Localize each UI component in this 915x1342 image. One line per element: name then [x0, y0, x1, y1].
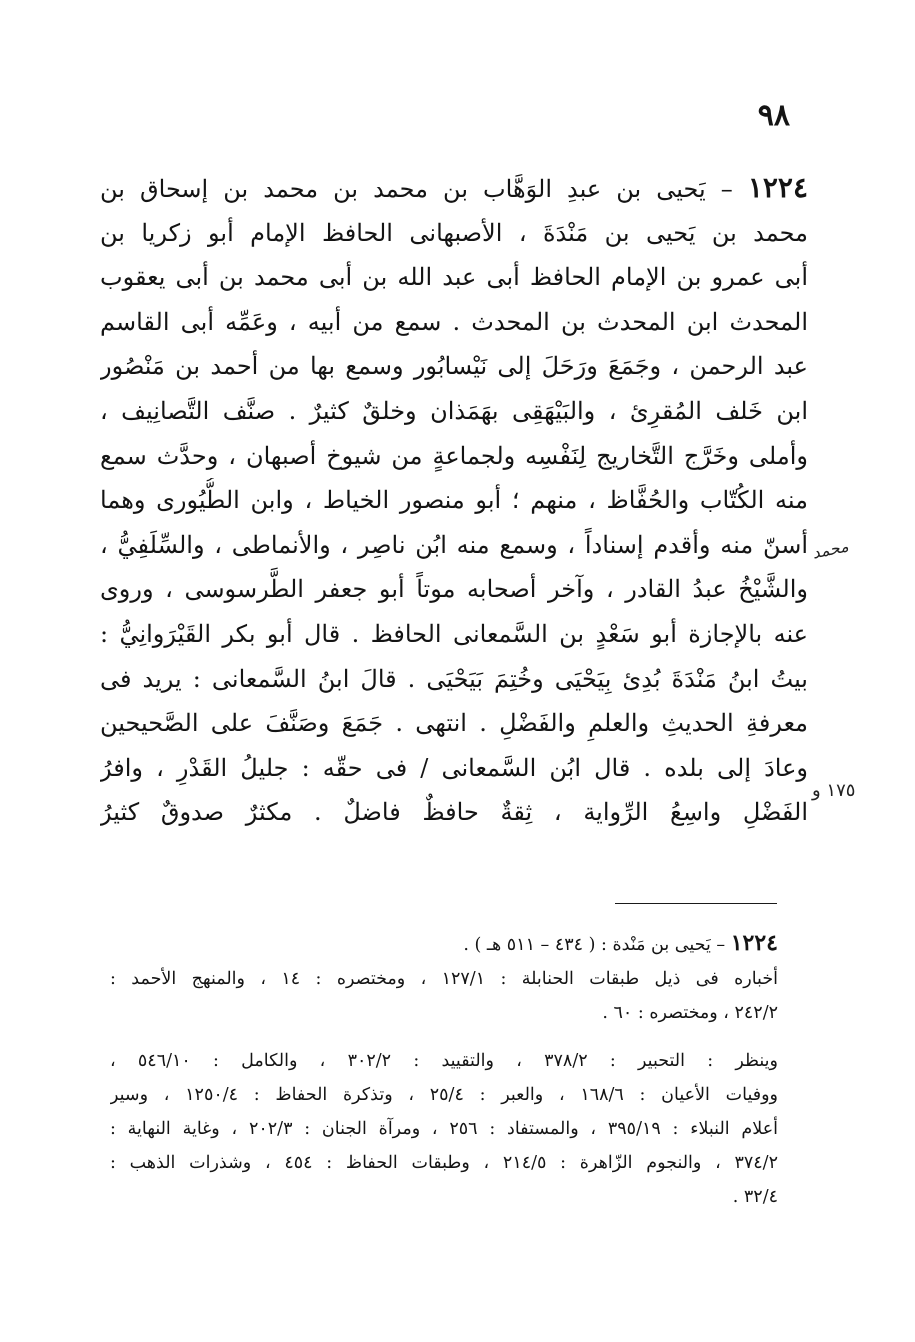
entry-line: المحدث ابن المحدث بن المحدث . سمع من أبيه ، وعَمِّه أبى القاسم	[100, 307, 808, 336]
entry-line	[100, 166, 808, 211]
footnote-entry-number: ١٢٢٤	[730, 930, 778, 956]
footnote-gap	[110, 1030, 778, 1044]
entry-line: محمد بن يَحيى بن مَنْدَةَ ، الأصبهانى الحافظ الإمام أبو زكريا بن	[100, 218, 808, 247]
entry-line: ابن خَلف المُقرِئ ، والبَيْهَقِى بهَمَذان وخلقٌ كثيرٌ . صنَّف التَّصانِيف ،	[100, 396, 808, 425]
margin-signature: محمد	[810, 536, 851, 563]
footnote-line: أعلام النبلاء : ٣٩٥/١٩ ، والمستفاد : ٢٥٦ ، ومرآة الجنان : ٢٠٢/٣ ، وغاية النهاية :	[110, 1119, 778, 1139]
footnote-divider	[615, 903, 777, 904]
entry-line: معرفةِ الحديثِ والعلمِ والفَضْلِ . انتهى . جَمَعَ وصَنَّفَ على الصَّحيحين	[100, 709, 808, 738]
biography-entry	[100, 166, 808, 835]
footnote-line: أخباره فى ذيل طبقات الحنابلة : ١٢٧/١ ، ومختصره : ١٤ ، والمنهج الأحمد :	[110, 969, 778, 989]
entry-line: عبد الرحمن ، وجَمَعَ ورَحَلَ إلى نَيْسابُور وسمع بها من أحمد بن مَنْصُور	[100, 352, 808, 381]
margin-folio-reference: ١٧٥ و	[812, 780, 856, 801]
entry-line: وعادَ إلى بلده . قال ابُن السَّمعانى / فى حقّه : جليلُ القَدْرِ ، وافرُ	[100, 753, 808, 782]
footnote-line: ووفيات الأعيان : ١٦٨/٦ ، والعبر : ٢٥/٤ ، وتذكرة الحفاظ : ١٢٥٠/٤ ، وسير	[110, 1085, 778, 1105]
footnotes	[110, 926, 778, 1214]
entry-line: منه الكُتّاب والحُفَّاظ ، منهم ؛ أبو منصور الخياط ، وابن الطُّيُورى وهما	[100, 486, 808, 515]
entry-line: والشَّيْخُ عبدُ القادر ، وآخر أصحابه موتاً أبو جعفر الطَّرسوسى ، وروى	[100, 575, 808, 604]
entry-number: ١٢٢٤	[747, 171, 808, 204]
entry-line: أبى عمرو بن الإمام الحافظ أبى عبد الله بن أبى محمد بن أبى يعقوب	[100, 263, 808, 292]
footnote-heading-text: – يَحيى بن مَنْدة : ( ٤٣٤ – ٥١١ هـ ) .	[463, 935, 726, 955]
entry-line: بيتُ ابنُ مَنْدَةَ بُدِئ بِيَحْيَى وخُتِمَ بَيَحْيَى . قالَ ابنُ السَّمعانى : يريد فى	[100, 664, 808, 693]
footnote-heading	[110, 926, 778, 962]
footnote-line: ٣٢/٤ .	[732, 1187, 778, 1207]
footnote-line: ٢٤٢/٢ ، ومختصره : ٦٠ .	[602, 1003, 778, 1023]
entry-line: عنه بالإجازة أبو سَعْدٍ بن السَّمعانى الحافظ . قال أبو بكر القَيْرَوانِيُّ :	[100, 619, 808, 648]
footnote-line: وينظر : التحبير : ٣٧٨/٢ ، والتقييد : ٣٠٢/٢ ، والكامل : ٥٤٦/١٠ ،	[110, 1051, 778, 1071]
entry-line: الفَضْلِ واسِعُ الرِّواية ، ثِقةٌ حافظٌ فاضلٌ . مكثرٌ صدوقٌ كثيرُ	[100, 798, 808, 827]
entry-line: أسنّ منه وأقدم إسناداً ، وسمع منه ابُن ناصِر ، والأنماطى ، والسِّلَفِيُّ ،	[100, 530, 808, 559]
entry-line-text: – يَحيى بن عبدِ الوَهَّاب بن محمد بن محمد بن إسحاق بن	[100, 175, 733, 203]
footnote-line: ٣٧٤/٢ ، والنجوم الزّاهرة : ٢١٤/٥ ، وطبقات الحفاظ : ٤٥٤ ، وشذرات الذهب :	[110, 1153, 778, 1173]
entry-line: وأملى وخَرَّج التَّخاريج لِنَفْسِه ولجماعةٍ من شيوخ أصبهان ، وحدَّث سمع	[100, 441, 808, 470]
page-number: ٩٨	[757, 98, 790, 133]
